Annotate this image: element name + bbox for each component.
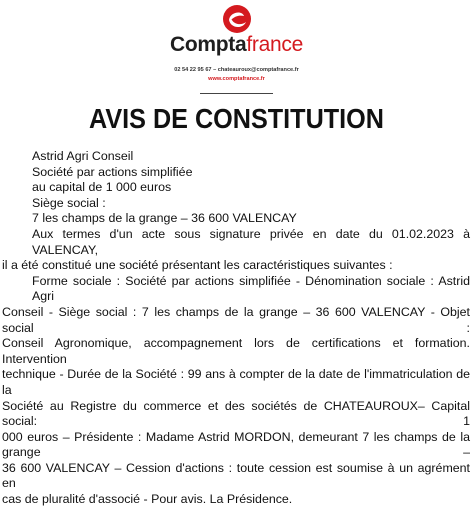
details-paragraph-line: technique - Durée de la Société : 99 ans à compter de la date de l'immatriculation de la [2,367,470,397]
deed-paragraph-line: il a été constitué une société présentant les caractéristiques suivantes : [2,258,393,273]
details-paragraph-line: 000 euros – Présidente : Madame Astrid MORDON, demeurant 7 les champs de la grange – [2,429,470,460]
comptafrance-logo-icon [222,4,252,34]
details-paragraph-line: Conseil Agronomique, accompagnement lors de certifications et formation. Intervention [2,336,470,366]
details-paragraph-line: Forme sociale : Société par actions simplifiée - Dénomination sociale : Astrid Agri [32,273,470,304]
details-paragraph-line: Conseil - Siège social : 7 les champs de la grange – 36 600 VALENCAY - Objet social : [2,304,470,335]
notice-body [2,149,470,508]
details-paragraph-line: 36 600 VALENCAY – Cession d'actions : toute cession est soumise à un agrément en [2,460,470,491]
company-name-line: Astrid Agri Conseil [32,149,134,163]
brand-name [0,33,473,57]
notice-title: AVIS DE CONSTITUTION [89,103,384,134]
company-form-line: Société par actions simplifiée [32,164,193,179]
head-office-label: Siège social : [32,195,106,210]
website-line: www.comptafrance.fr [208,76,265,82]
head-office-address: 7 les champs de la grange – 36 600 VALENCAY [32,211,297,226]
details-paragraph-line: cas de pluralité d'associé - Pour avis. La Présidence. [2,492,293,507]
header-divider [200,93,273,94]
brand-name-part2: france [246,33,303,56]
company-capital-line: au capital de 1 000 euros [32,180,172,195]
brand-name-part1: Compta [170,33,247,56]
deed-paragraph-line: Aux termes d'un acte sous signature privée en date du 01.02.2023 à VALENCAY, [32,226,470,257]
details-paragraph-line: Société au Registre du commerce et des sociétés de CHATEAUROUX– Capital social: 1 [2,398,470,429]
contact-line: 02 54 22 95 67 – chateauroux@comptafrance.fr [174,67,299,73]
